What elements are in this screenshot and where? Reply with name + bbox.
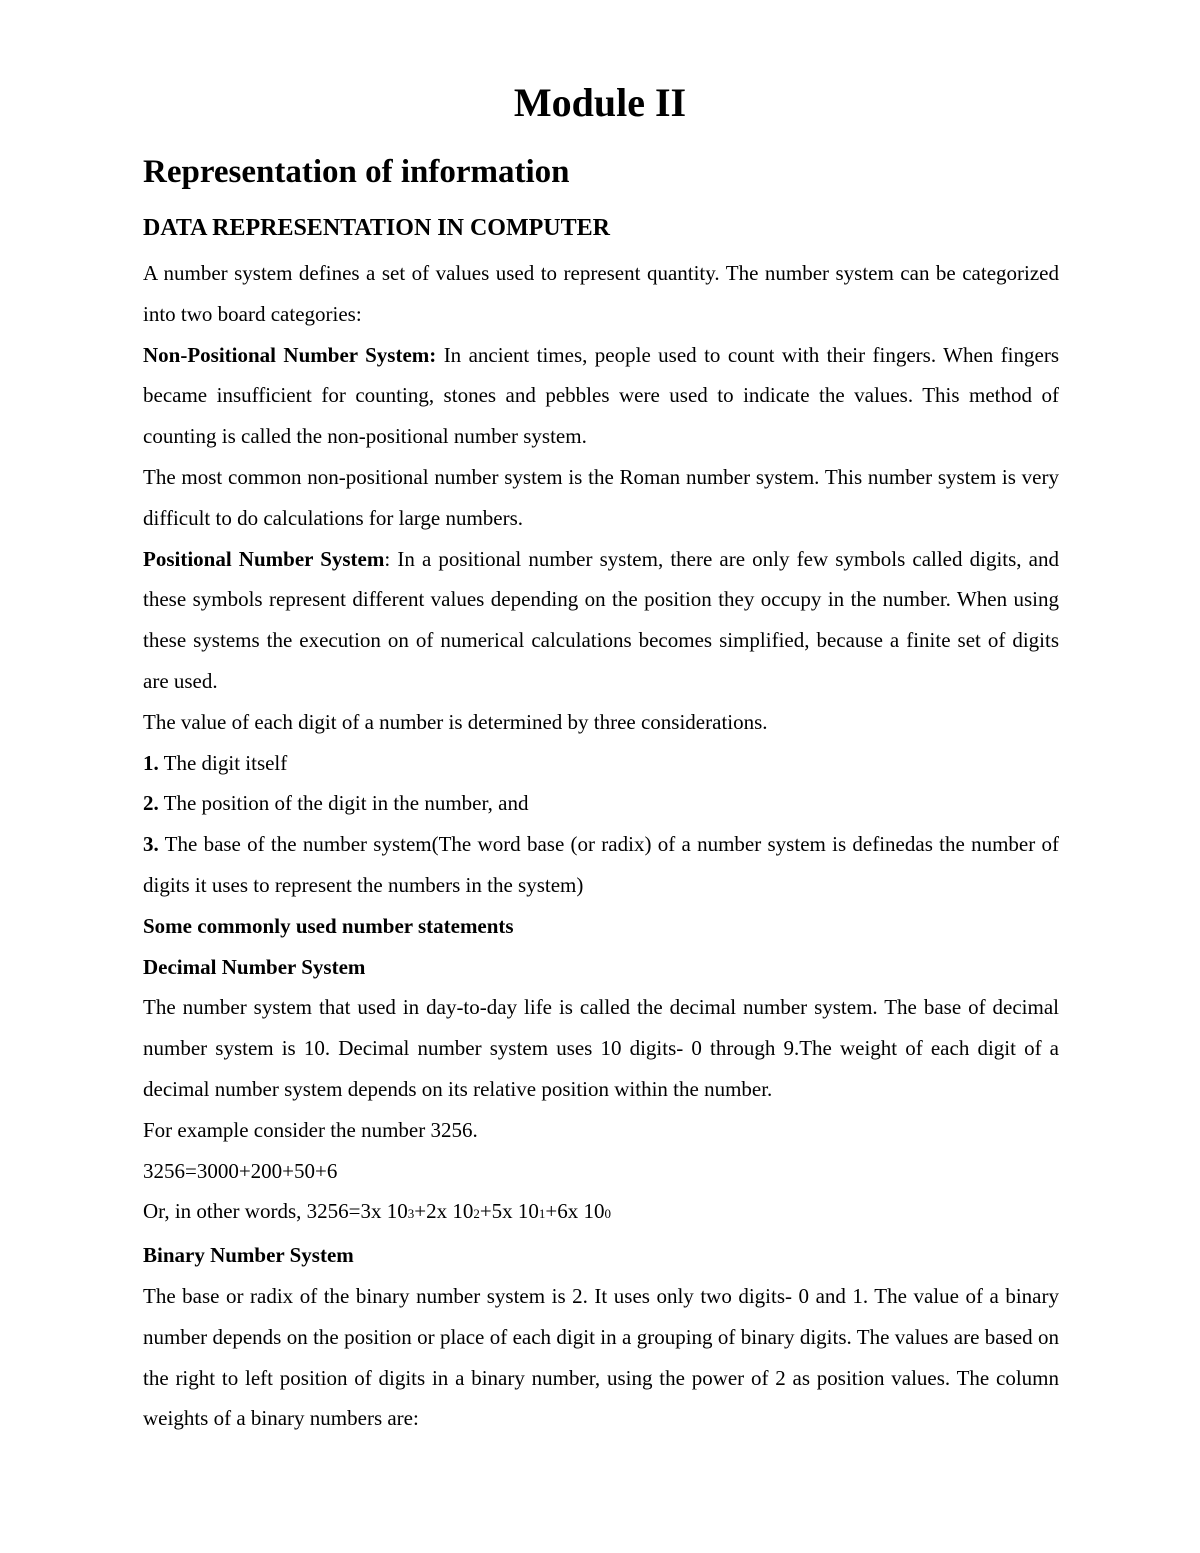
nonpositional-label: Non-Positional Number System: (143, 342, 437, 367)
intro-paragraph: A number system defines a set of values used to represent quantity. The number system can be categorized into two board categories: (143, 261, 1059, 326)
consideration-number: 1. (143, 750, 159, 775)
decimal-heading: Decimal Number System (143, 954, 366, 979)
page-title: Module II (513, 80, 687, 125)
expanded-prefix: Or, in other words, 3256=3x 10 (143, 1199, 408, 1224)
binary-paragraph: The base or radix of the binary number system is 2. It uses only two digits- 0 and 1. The value of a binary number depends on the position or place of each digit in a grouping of binary digits. The values are based on the right to left position of digits in a binary number, using the power of 2 as position values. The column weights of a binary numbers are: (143, 1283, 1059, 1431)
expanded-term: +6x 10 (545, 1199, 605, 1224)
exponent: 3 (407, 1206, 415, 1222)
value-paragraph: The value of each digit of a number is determined by three considerations. (143, 709, 768, 734)
binary-heading: Binary Number System (143, 1243, 354, 1268)
consideration-number: 2. (143, 791, 159, 816)
page-subtitle: Representation of information (143, 154, 570, 190)
consideration-item (143, 783, 1059, 824)
exponent: 2 (473, 1206, 480, 1222)
decimal-expanded (143, 1191, 1059, 1235)
positional-text: : In a positional number system, there are only few symbols called digits, and these symbols represent different values depending on the position they occupy in the number. When using these systems the execution on of numerical calculations becomes simplified, because a finite set of digits are used. (143, 546, 1059, 693)
nonpositional-text: In ancient times, people used to count with their fingers. When fingers became insufficient for counting, stones and pebbles were used to indicate the values. This method of counting is called the non-positional number system. (143, 342, 1059, 449)
consideration-number: 3. (143, 832, 159, 857)
consideration-text: The position of the digit in the number, and (158, 791, 529, 816)
section-heading: DATA REPRESENTATION IN COMPUTER (143, 215, 610, 241)
roman-paragraph: The most common non-positional number system is the Roman number system. This number system is very difficult to do calculations for large numbers. (143, 464, 1059, 530)
common-heading: Some commonly used number statements (143, 913, 514, 938)
consideration-item (143, 743, 1059, 784)
exponent: 0 (604, 1206, 612, 1222)
consideration-item (143, 824, 1059, 906)
exponent: 1 (538, 1206, 546, 1222)
decimal-equation: 3256=3000+200+50+6 (143, 1158, 338, 1183)
consideration-text: The base of the number system(The word base (or radix) of a number system is definedas the number of digits it uses to represent the numbers in the system) (143, 832, 1059, 897)
positional-paragraph (143, 539, 1059, 702)
decimal-paragraph: The number system that used in day-to-day life is called the decimal number system. The base of decimal number system is 10. Decimal number system uses 10 digits- 0 through 9.The weight of each digit of a decimal number system depends on its relative position within the number. (143, 995, 1059, 1101)
positional-label: Positional Number System (143, 546, 385, 571)
document-body (143, 253, 1059, 1439)
expanded-term: +2x 10 (414, 1199, 474, 1224)
decimal-example: For example consider the number 3256. (143, 1117, 478, 1142)
nonpositional-paragraph (143, 335, 1059, 457)
expanded-term: +5x 10 (479, 1199, 539, 1224)
consideration-text: The digit itself (158, 750, 288, 775)
